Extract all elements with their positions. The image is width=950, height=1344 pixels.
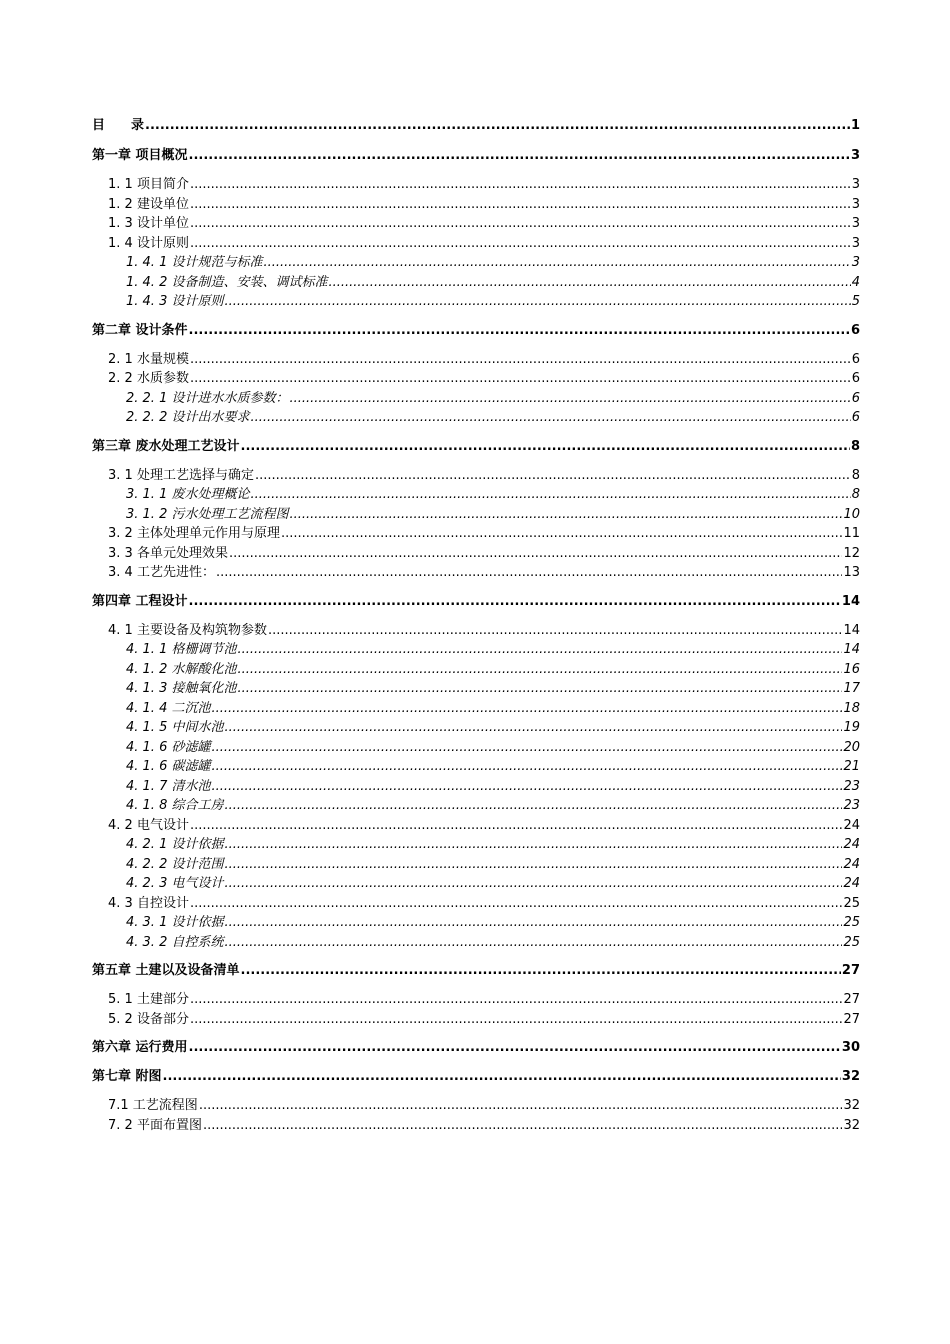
toc-entry[interactable]: [92, 835, 860, 855]
toc-leader-dots: [211, 757, 842, 777]
toc-entry-title: 4. 1. 4 二沉池: [126, 700, 211, 716]
toc-entry[interactable]: [92, 234, 860, 254]
toc-entry[interactable]: [92, 195, 860, 215]
toc-entry[interactable]: [92, 1067, 860, 1096]
toc-leader-dots: [190, 369, 851, 389]
toc-leader-dots: [203, 1116, 843, 1136]
toc-leader-dots: [250, 408, 850, 428]
toc-leader-dots: [211, 738, 842, 758]
toc-entry-page: 32: [843, 1098, 860, 1113]
toc-entry-page: 3: [851, 235, 860, 251]
toc-entry-title: 1. 4. 1 设计规范与标准: [126, 255, 263, 270]
toc-entry-page: 20: [843, 739, 860, 755]
toc-entry-title: 1. 3 设计单位: [108, 216, 189, 231]
toc-leader-dots: [224, 835, 842, 855]
toc-entry-page: 27: [841, 963, 860, 978]
toc-entry[interactable]: [92, 389, 860, 409]
toc-entry-title: 4. 1. 3 接触氧化池: [126, 681, 237, 696]
toc-leader-dots: [241, 961, 841, 981]
toc-entry[interactable]: [92, 253, 860, 273]
toc-entry-page: 24: [843, 817, 860, 833]
toc-entry-title: 3. 1. 1 废水处理概论: [126, 487, 250, 502]
toc-leader-dots: [211, 699, 842, 719]
toc-entry-title: 7. 2 平面布置图: [108, 1117, 202, 1133]
toc-entry[interactable]: [92, 437, 860, 466]
toc-leader-dots: [224, 292, 850, 312]
toc-entry-title: 4. 1 主要设备及构筑物参数: [108, 622, 267, 638]
toc-entry[interactable]: [92, 738, 860, 758]
toc-entry-title: 2. 2 水质参数: [108, 371, 189, 386]
toc-entry-page: 11: [843, 526, 860, 541]
toc-entry-page: 24: [843, 837, 860, 852]
toc-entry-page: 6: [851, 410, 860, 425]
toc-entry[interactable]: [92, 321, 860, 350]
toc-entry[interactable]: [92, 874, 860, 894]
toc-leader-dots: [224, 855, 842, 875]
toc-leader-dots: [255, 466, 851, 486]
toc-entry-title: 4. 2. 2 设计范围: [126, 856, 224, 872]
toc-entry-page: 32: [843, 1117, 860, 1133]
toc-entry-page: 25: [843, 895, 860, 911]
toc-entry-title: 1. 4. 2 设备制造、安装、调试标准: [126, 274, 328, 290]
toc-leader-dots: [190, 175, 851, 195]
toc-entry-page: 23: [843, 778, 860, 794]
toc-entry-title: 3. 1. 2 污水处理工艺流程图: [126, 506, 289, 522]
toc-entry-page: 1: [850, 118, 860, 133]
toc-entry-title: 4. 2. 3 电气设计: [126, 876, 224, 891]
toc-entry-page: 5: [851, 294, 860, 309]
toc-entry[interactable]: [92, 718, 860, 738]
toc-entry-title: 第二章 设计条件: [92, 322, 188, 338]
toc-leader-dots: [189, 592, 841, 612]
toc-entry[interactable]: [92, 933, 860, 953]
toc-leader-dots: [190, 1010, 843, 1030]
toc-entry[interactable]: [92, 640, 860, 660]
toc-entry-title: 4. 1. 6 砂滤罐: [126, 739, 211, 755]
toc-entry[interactable]: [92, 563, 860, 583]
toc-entry-title: 4. 2. 1 设计依据: [126, 837, 224, 852]
toc-leader-dots: [224, 913, 842, 933]
toc-leader-dots: [145, 116, 850, 136]
toc-entry-page: 14: [843, 642, 860, 657]
toc-leader-dots: [237, 660, 842, 680]
toc-entry-title: 4. 3 自控设计: [108, 895, 189, 911]
toc-entry-title: 2. 2. 1 设计进水水质参数：: [126, 390, 289, 406]
toc-entry[interactable]: [92, 913, 860, 933]
toc-leader-dots: [237, 640, 842, 660]
toc-entry-page: 6: [850, 322, 860, 338]
toc-entry-title: 2. 2. 2 设计出水要求: [126, 410, 250, 425]
toc-entry-title: 目 录: [92, 118, 145, 133]
toc-entry-page: 6: [851, 351, 860, 367]
toc-leader-dots: [289, 505, 842, 525]
toc-entry-page: 3: [851, 255, 860, 270]
toc-entry-title: 5. 1 土建部分: [108, 992, 189, 1007]
toc-entry[interactable]: [92, 273, 860, 293]
toc-leader-dots: [229, 544, 843, 564]
toc-entry-title: 4. 1. 2 水解酸化池: [126, 661, 237, 677]
toc-leader-dots: [211, 777, 842, 797]
toc-leader-dots: [190, 214, 851, 234]
toc-leader-dots: [281, 524, 843, 544]
toc-entry[interactable]: [92, 757, 860, 777]
toc-entry-page: 12: [843, 545, 860, 561]
toc-leader-dots: [268, 621, 843, 641]
toc-entry-page: 17: [843, 681, 860, 696]
toc-entry[interactable]: [92, 544, 860, 564]
toc-entry[interactable]: [92, 1096, 860, 1116]
toc-entry-page: 24: [843, 876, 860, 891]
toc-entry-title: 3. 4 工艺先进性：: [108, 565, 215, 580]
toc-entry-title: 第四章 工程设计: [92, 593, 188, 609]
toc-entry-page: 8: [851, 467, 860, 483]
toc-entry-page: 24: [843, 856, 860, 872]
toc-entry[interactable]: [92, 408, 860, 428]
toc-entry-page: 25: [843, 934, 860, 950]
toc-entry-title: 4. 1. 8 综合工房: [126, 798, 224, 813]
toc-leader-dots: [237, 679, 842, 699]
toc-entry-page: 14: [841, 593, 860, 609]
toc-entry[interactable]: [92, 146, 860, 175]
toc-leader-dots: [190, 990, 843, 1010]
toc-entry-page: 27: [843, 992, 860, 1007]
toc-entry[interactable]: [92, 214, 860, 234]
toc-entry[interactable]: [92, 369, 860, 389]
toc-leader-dots: [190, 816, 843, 836]
toc-entry[interactable]: [92, 990, 860, 1010]
toc-entry-page: 4: [851, 274, 860, 290]
toc-entry-page: 10: [843, 506, 860, 522]
toc-entry[interactable]: [92, 699, 860, 719]
toc-entry-title: 4. 1. 7 清水池: [126, 778, 211, 794]
toc-entry[interactable]: [92, 116, 860, 146]
toc-entry-page: 8: [850, 438, 860, 454]
toc-leader-dots: [328, 273, 850, 293]
toc-entry[interactable]: [92, 796, 860, 816]
toc-entry-page: 27: [843, 1011, 860, 1027]
toc-entry-title: 3. 3 各单元处理效果: [108, 545, 228, 561]
toc-leader-dots: [189, 146, 850, 166]
toc-entry-page: 25: [843, 915, 860, 930]
toc-entry-title: 第三章 废水处理工艺设计: [92, 438, 240, 454]
toc-entry-page: 32: [841, 1069, 860, 1084]
toc-entry-page: 23: [843, 798, 860, 813]
toc-entry-page: 16: [843, 661, 860, 677]
toc-leader-dots: [224, 933, 842, 953]
toc-entry-page: 18: [843, 700, 860, 716]
toc-entry[interactable]: [92, 592, 860, 621]
toc-entry-page: 6: [851, 390, 860, 406]
toc-entry-title: 第七章 附图: [92, 1069, 162, 1084]
toc-entry[interactable]: [92, 961, 860, 990]
toc-entry-title: 第一章 项目概况: [92, 148, 188, 163]
toc-leader-dots: [190, 350, 851, 370]
toc-entry[interactable]: [92, 679, 860, 699]
toc-leader-dots: [224, 874, 842, 894]
toc-entry-page: 3: [851, 177, 860, 192]
toc-leader-dots: [224, 718, 842, 738]
toc-leader-dots: [190, 234, 851, 254]
toc-leader-dots: [224, 796, 842, 816]
toc-leader-dots: [190, 195, 851, 215]
toc-entry[interactable]: [92, 505, 860, 525]
toc-entry-page: 3: [850, 148, 860, 163]
table-of-contents: [92, 116, 860, 1144]
toc-entry-page: 13: [843, 565, 860, 580]
toc-leader-dots: [163, 1067, 841, 1087]
toc-leader-dots: [189, 1038, 841, 1058]
toc-entry[interactable]: [92, 292, 860, 312]
toc-entry-title: 4. 1. 6 碳滤罐: [126, 759, 211, 774]
toc-entry-page: 3: [851, 196, 860, 212]
toc-entry[interactable]: [92, 350, 860, 370]
toc-entry-title: 第五章 土建以及设备清单: [92, 963, 240, 978]
toc-entry-title: 4. 3. 2 自控系统: [126, 934, 224, 950]
toc-entry[interactable]: [92, 175, 860, 195]
toc-entry-page: 19: [843, 720, 860, 735]
toc-entry-title: 3. 2 主体处理单元作用与原理: [108, 526, 280, 541]
toc-entry[interactable]: [92, 894, 860, 914]
toc-entry-title: 4. 3. 1 设计依据: [126, 915, 224, 930]
toc-entry[interactable]: [92, 660, 860, 680]
toc-entry[interactable]: [92, 485, 860, 505]
toc-entry-title: 第六章 运行费用: [92, 1040, 188, 1055]
toc-leader-dots: [241, 437, 850, 457]
toc-entry[interactable]: [92, 777, 860, 797]
toc-entry-title: 4. 1. 5 中间水池: [126, 720, 224, 735]
toc-entry[interactable]: [92, 855, 860, 875]
toc-entry-page: 14: [843, 622, 860, 638]
toc-entry-title: 2. 1 水量规模: [108, 351, 189, 367]
toc-entry-page: 21: [843, 759, 860, 774]
toc-entry-title: 4. 2 电气设计: [108, 817, 189, 833]
toc-leader-dots: [216, 563, 843, 583]
toc-entry-page: 8: [851, 487, 860, 502]
toc-entry[interactable]: [92, 524, 860, 544]
toc-entry[interactable]: [92, 1010, 860, 1030]
toc-entry-title: 1. 1 项目简介: [108, 177, 189, 192]
toc-entry-title: 5. 2 设备部分: [108, 1011, 189, 1027]
toc-leader-dots: [190, 894, 843, 914]
toc-entry-title: 1. 4 设计原则: [108, 235, 189, 251]
toc-leader-dots: [250, 485, 850, 505]
toc-entry[interactable]: [92, 466, 860, 486]
toc-leader-dots: [189, 321, 850, 341]
toc-entry-page: 30: [841, 1040, 860, 1055]
toc-entry[interactable]: [92, 1038, 860, 1067]
toc-entry-title: 4. 1. 1 格栅调节池: [126, 642, 237, 657]
toc-leader-dots: [289, 389, 850, 409]
toc-entry-page: 6: [851, 371, 860, 386]
toc-leader-dots: [199, 1096, 843, 1116]
toc-entry[interactable]: [92, 621, 860, 641]
toc-entry-title: 7.1 工艺流程图: [108, 1098, 198, 1113]
toc-entry[interactable]: [92, 816, 860, 836]
toc-entry-title: 1. 2 建设单位: [108, 196, 189, 212]
toc-entry-page: 3: [851, 216, 860, 231]
toc-entry-title: 3. 1 处理工艺选择与确定: [108, 467, 254, 483]
toc-leader-dots: [263, 253, 850, 273]
toc-entry-title: 1. 4. 3 设计原则: [126, 294, 224, 309]
toc-entry[interactable]: [92, 1116, 860, 1136]
